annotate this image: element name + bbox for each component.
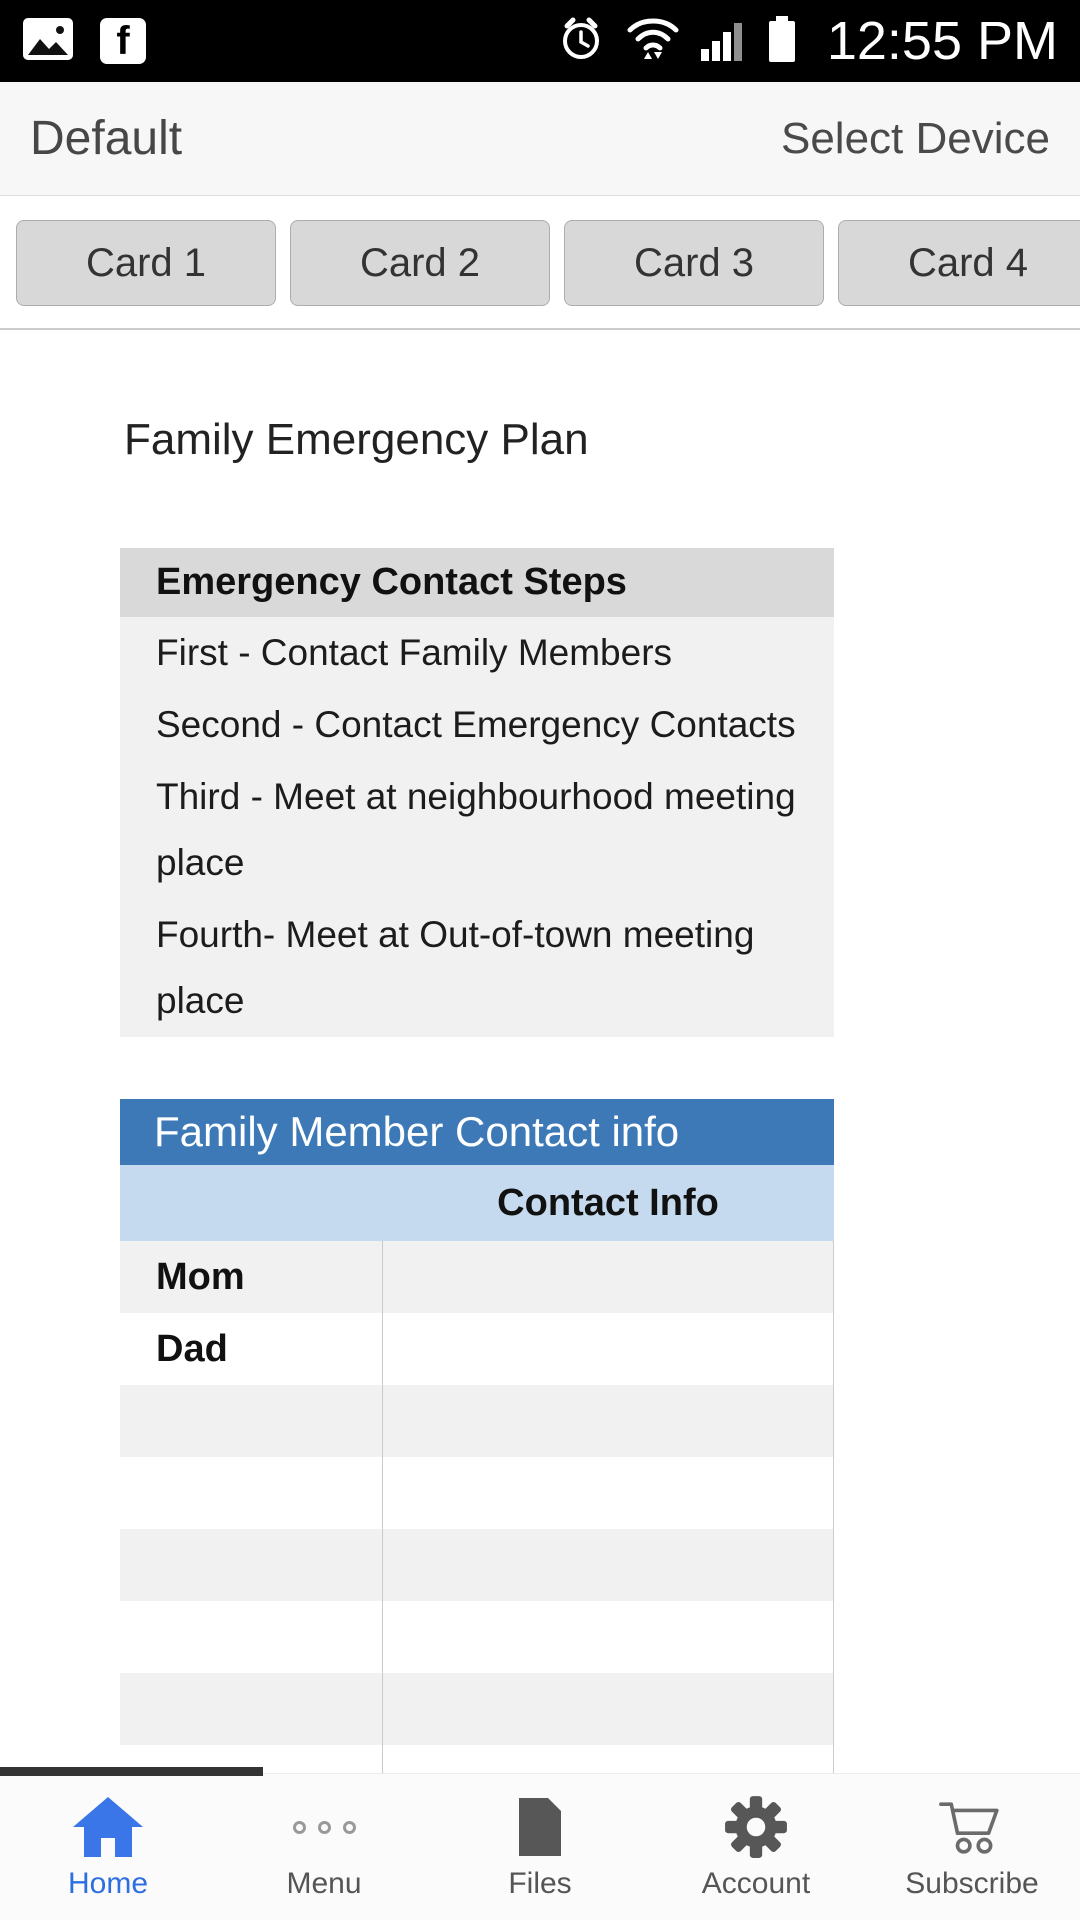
account-icon	[723, 1793, 789, 1861]
nav-label: Account	[701, 1867, 811, 1900]
status-time: 12:55 PM	[826, 11, 1058, 71]
contact-row	[120, 1457, 834, 1529]
emergency-steps-table	[120, 548, 834, 1037]
scroll-indicator	[0, 1767, 263, 1776]
name-column-header	[120, 1165, 382, 1241]
contact-row	[120, 1673, 834, 1745]
family-contacts-table	[120, 1099, 834, 1817]
nav-item-subscribe[interactable]	[864, 1774, 1080, 1920]
contact-info-cell	[382, 1601, 833, 1673]
nav-item-files[interactable]	[432, 1774, 648, 1920]
nav-label: Home	[67, 1867, 149, 1900]
contact-name	[120, 1673, 382, 1745]
bottom-nav	[0, 1773, 1080, 1920]
home-icon	[72, 1793, 144, 1861]
contact-name: Dad	[156, 1328, 228, 1370]
status-bar	[0, 0, 1080, 82]
wifi-icon	[627, 15, 679, 68]
contact-name	[120, 1529, 382, 1601]
battery-icon	[767, 16, 797, 67]
contact-name	[120, 1457, 382, 1529]
steps-row: Fourth- Meet at Out-of-town meeting place	[120, 899, 834, 1037]
contact-name	[120, 1385, 382, 1457]
nav-label: Subscribe	[905, 1867, 1039, 1900]
contact-name: Mom	[156, 1256, 245, 1298]
contact-row	[120, 1241, 834, 1313]
contact-row	[120, 1313, 834, 1385]
contact-info-cell	[382, 1313, 833, 1385]
select-device-button[interactable]: Select Device	[780, 113, 1050, 163]
contacts-table-subheader	[120, 1165, 834, 1241]
page-title: Default	[30, 112, 183, 165]
status-icons-left	[22, 17, 146, 66]
card-3-button[interactable]: Card 3	[564, 220, 824, 306]
page-content	[0, 414, 1080, 1817]
contact-info-cell	[382, 1385, 833, 1457]
contact-info-cell	[382, 1673, 833, 1745]
signal-icon	[701, 15, 745, 68]
card-4-button[interactable]: Card 4	[838, 220, 1080, 306]
steps-row: Third - Meet at neighbourhood meeting place	[120, 761, 834, 899]
contact-info-cell	[382, 1457, 833, 1529]
contact-row	[120, 1601, 834, 1673]
document-title: Family Emergency Plan	[124, 415, 589, 464]
alarm-icon	[557, 15, 605, 68]
card-1-button[interactable]: Card 1	[16, 220, 276, 306]
steps-table-header: Emergency Contact Steps	[120, 548, 834, 617]
contacts-table-title: Family Member Contact info	[120, 1099, 834, 1165]
card-tabs	[0, 196, 1080, 330]
contact-info-column-header: Contact Info	[497, 1182, 719, 1224]
contact-name	[120, 1601, 382, 1673]
nav-item-menu[interactable]	[216, 1774, 432, 1920]
nav-label: Menu	[286, 1867, 362, 1900]
nav-item-account[interactable]	[648, 1774, 864, 1920]
menu-icon	[293, 1793, 356, 1861]
files-icon	[515, 1793, 565, 1861]
steps-row: Second - Contact Emergency Contacts	[120, 689, 834, 761]
contact-info-cell	[382, 1529, 833, 1601]
subscribe-icon	[937, 1793, 1007, 1861]
screenshot-icon	[22, 17, 74, 66]
status-icons-right	[557, 10, 1058, 72]
contact-info-cell	[382, 1241, 833, 1313]
steps-row: First - Contact Family Members	[120, 617, 834, 689]
app-header	[0, 82, 1080, 196]
contact-row	[120, 1529, 834, 1601]
facebook-icon: f	[100, 18, 146, 64]
nav-item-home[interactable]	[0, 1774, 216, 1920]
card-2-button[interactable]: Card 2	[290, 220, 550, 306]
nav-label: Files	[508, 1867, 572, 1900]
contact-row	[120, 1385, 834, 1457]
